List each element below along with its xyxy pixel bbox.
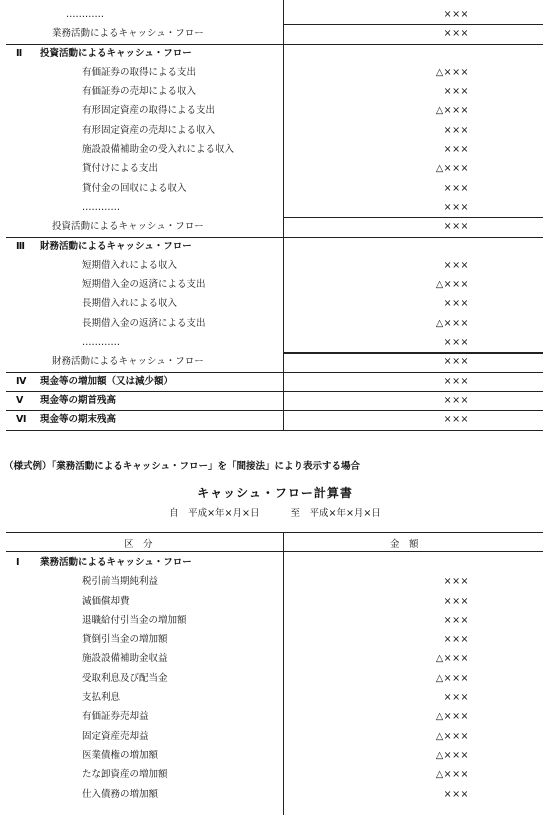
row-label-text: 税引前当期純利益 [82,576,159,588]
row-label-text: 有価証券の取得による支出 [82,66,197,78]
total-rule [6,391,543,392]
row-label-text: 業務活動によるキャッシュ・フロー [52,28,204,40]
table-row [6,314,543,333]
table-row [6,237,543,256]
total-rule [6,430,543,431]
table-row [6,256,543,275]
row-label [52,352,204,371]
row-label [82,256,177,275]
row-label [82,746,158,765]
row-label-text: 財務活動によるキャッシュ・フロー [40,240,192,252]
total-rule [6,410,543,411]
statement-period [0,505,550,519]
row-amount: △××× [435,749,469,761]
section-rule [6,237,543,238]
row-label-text: 現金等の期首残高 [40,394,117,406]
row-amount: ××× [443,144,469,156]
table-row [6,765,543,784]
row-label-text: 減価償却費 [82,595,130,607]
row-label-text: 貸付金の回収による収入 [82,182,187,194]
table-row [6,82,543,101]
row-label-text: 施設設備補助金の受入れによる収入 [82,144,235,156]
row-label [16,372,173,391]
row-label [82,198,120,217]
roman-numeral: Ⅲ [16,240,25,252]
row-label-text: 退職給付引当金の増加額 [82,614,187,626]
row-label [82,630,168,649]
table-row [6,707,543,726]
row-label-text: 長期借入金の返済による支出 [82,317,206,329]
table-lower-header-border [6,551,543,552]
table-row [6,688,543,707]
roman-numeral: Ⅴ [16,394,24,406]
table-row [6,785,543,804]
table-row [6,391,543,410]
row-label [82,121,215,140]
row-amount: ××× [443,414,469,426]
row-label-text: 有形固定資産の売却による収入 [82,124,216,136]
cashflow-table-lower [6,553,543,804]
roman-numeral: Ⅱ [16,47,23,59]
table-row [6,649,543,668]
row-amount: ××× [443,576,469,588]
row-amount: ××× [443,634,469,646]
row-label-text: 短期借入れによる収入 [82,259,178,271]
table-row [6,217,543,236]
table-row [6,410,543,429]
row-amount: ××× [443,394,469,406]
table-row [6,198,543,217]
table-row [6,140,543,159]
row-label [82,333,120,352]
row-label-text: 貸付けによる支出 [82,163,159,175]
table-row [6,333,543,352]
table-row [6,746,543,765]
subtotal-double-rule [283,353,543,354]
row-label [82,572,158,591]
row-label [82,688,120,707]
table-row [6,275,543,294]
table-row [6,630,543,649]
row-amount: ××× [443,788,469,800]
row-label-text: 固定資産売却益 [82,730,149,742]
row-amount: ××× [443,182,469,194]
row-amount: ××× [443,692,469,704]
section-rule [6,44,543,45]
row-amount: △××× [435,730,469,742]
row-label-text: ………… [82,201,120,213]
table-row [6,572,543,591]
row-amount: ××× [443,28,469,40]
row-label-text: 長期借入れによる収入 [82,298,178,310]
row-label [82,63,196,82]
table-row [6,159,543,178]
row-label-text: ………… [66,9,104,20]
row-label-text: たな卸資産の増加額 [82,769,168,781]
table-row [6,5,543,24]
row-label [16,44,192,63]
row-label-text: 投資活動によるキャッシュ・フロー [52,221,204,233]
period-to: 至 平成×年×月×日 [290,508,381,519]
row-amount: △××× [435,163,469,175]
row-label [82,765,168,784]
row-amount: ××× [443,9,469,20]
row-label [82,159,158,178]
row-label [52,24,204,43]
table-row [6,101,543,120]
row-amount: ××× [443,86,469,98]
table-row [6,352,543,371]
roman-numeral: Ⅳ [16,375,27,387]
row-amount: ××× [443,298,469,310]
row-label [82,611,187,630]
row-label [82,314,206,333]
row-label [66,5,104,24]
row-label [16,391,116,410]
table-row [6,44,543,63]
row-amount: △××× [435,769,469,781]
row-amount: ××× [443,356,469,368]
row-label [16,237,192,256]
row-amount: △××× [435,672,469,684]
roman-numeral: Ⅵ [16,414,27,426]
row-label [82,727,149,746]
row-label-text: 医業債権の増加額 [82,749,159,761]
statement-title: キャッシュ・フロー計算書 [197,486,353,500]
row-amount: ××× [443,124,469,136]
row-amount: ××× [443,337,469,349]
section-rule [6,372,543,373]
row-label [82,82,196,101]
row-amount: ××× [443,595,469,607]
row-label-text: 短期借入金の返済による支出 [82,279,206,291]
row-label-text: 投資活動によるキャッシュ・フロー [40,47,192,59]
row-label-text: 有価証券売却益 [82,711,149,723]
table-row [6,24,543,43]
row-label [82,140,234,159]
subtotal-rule [283,24,543,25]
row-amount: ××× [443,201,469,213]
row-label [82,275,206,294]
row-label-text: ………… [82,337,120,349]
row-label [82,669,168,688]
row-label [82,785,158,804]
row-amount: △××× [435,66,469,78]
period-from: 自 平成×年×月×日 [169,508,260,519]
table-row [6,727,543,746]
row-label [82,179,187,198]
row-label-text: 仕入債務の増加額 [82,788,159,800]
row-label [52,217,204,236]
row-label [82,101,215,120]
table-row [6,294,543,313]
row-label [16,410,116,429]
table-row [6,611,543,630]
row-amount: △××× [435,653,469,665]
row-amount: △××× [435,711,469,723]
table-upper-divider [283,0,284,430]
row-amount: ××× [443,259,469,271]
roman-numeral: Ⅰ [16,557,20,568]
row-label-text: 業務活動によるキャッシュ・フロー [40,557,192,568]
table-row [6,669,543,688]
row-label-text: 現金等の増加額（又は減少額） [40,375,174,387]
row-label-text: 貸倒引当金の増加額 [82,634,168,646]
table-row [6,179,543,198]
subtotal-rule [283,217,543,218]
row-label [16,553,192,572]
table-row [6,372,543,391]
row-amount: △××× [435,279,469,291]
row-label-text: 有価証券の売却による収入 [82,86,197,98]
header-category: 区 分 [124,539,153,550]
caption: （様式例）「業務活動によるキャッシュ・フロー」を「間接法」により表示する場合 [4,461,361,472]
row-amount: ××× [443,375,469,387]
row-amount: ××× [443,221,469,233]
row-label [82,592,130,611]
row-label-text: 施設設備補助金収益 [82,653,168,665]
row-label-text: 支払利息 [82,692,121,704]
row-amount: △××× [435,105,469,117]
table-row [6,553,543,572]
table-row [6,121,543,140]
row-label [82,294,177,313]
row-label [82,707,149,726]
row-amount: ××× [443,614,469,626]
row-amount: △××× [435,317,469,329]
header-amount: 金 額 [390,539,419,550]
row-label [82,649,168,668]
table-lower-top-border [6,532,543,533]
row-label-text: 現金等の期末残高 [40,414,117,426]
table-row [6,592,543,611]
row-label-text: 財務活動によるキャッシュ・フロー [52,356,204,368]
table-row [6,63,543,82]
row-label-text: 受取利息及び配当金 [82,672,168,684]
row-label-text: 有形固定資産の取得による支出 [82,105,216,117]
